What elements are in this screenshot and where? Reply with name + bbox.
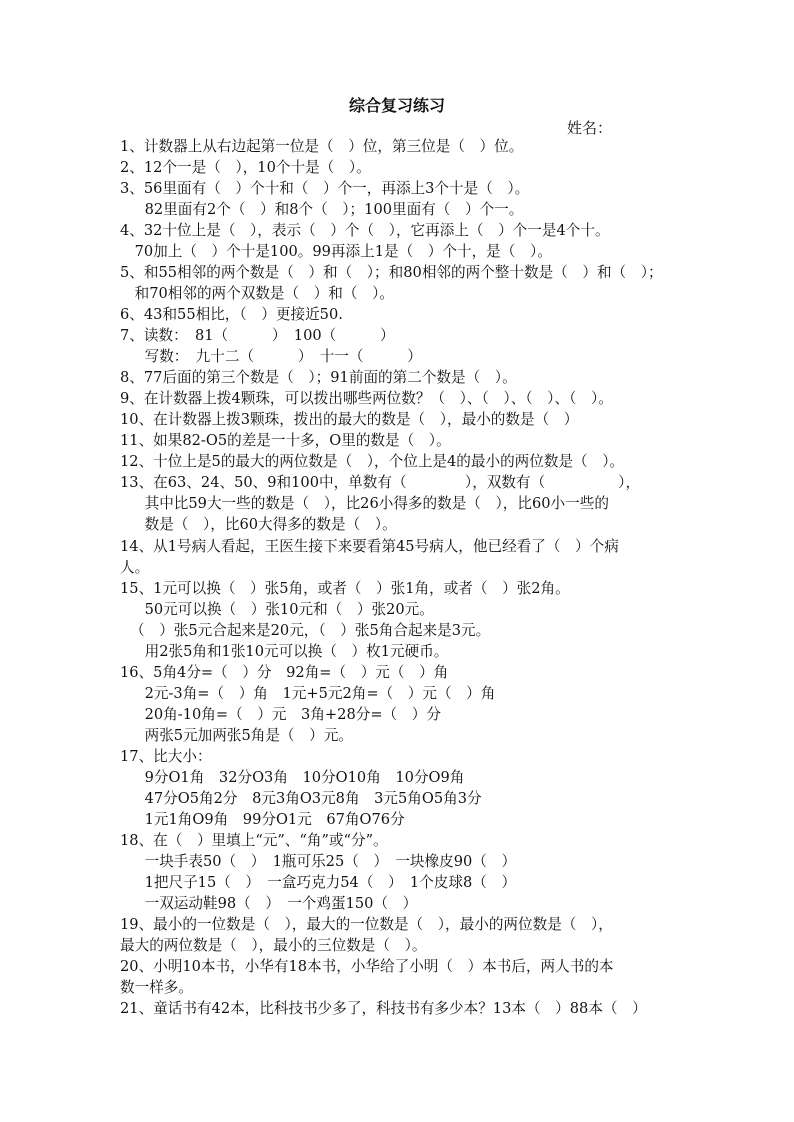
question-line: 一双运动鞋98（ ） 一个鸡蛋150（ ） <box>130 895 418 912</box>
question-line: 9、在计数器上拨4颗珠，可以拨出哪些两位数？（ ）、（ ）、（ ）、（ ）。 <box>120 390 613 407</box>
question-line: 14、从1号病人看起，王医生接下来要看第45号病人，他已经看了（ ）个病 <box>120 538 619 555</box>
question-line: 7、读数： 81（ ） 100（ ） <box>120 327 395 344</box>
question-line: 12、十位上是5的最大的两位数是（ ），个位上是4的最小的两位数是（ ）。 <box>120 453 625 470</box>
question-line: 和70相邻的两个双数是（ ）和（ ）。 <box>120 285 394 302</box>
question-line: 8、77后面的第三个数是（ ）；91前面的第二个数是（ ）。 <box>120 369 517 386</box>
question-line: 两张5元加两张5角是（ ）元。 <box>130 727 353 744</box>
question-line: 15、1元可以换（ ）张5角，或者（ ）张1角，或者（ ）张2角。 <box>120 580 570 597</box>
question-line: 17、比大小： <box>120 748 212 765</box>
question-line: 数是（ ），比60大得多的数是（ ）。 <box>130 516 397 533</box>
question-line: 16、5角4分=（ ）分 92角=（ ）元（ ）角 <box>120 664 449 681</box>
question-line: 70加上（ ）个十是100。99再添上1是（ ）个十，是（ ）。 <box>120 243 552 260</box>
question-line: （ ）张5元合起来是20元，（ ）张5角合起来是3元。 <box>130 622 491 639</box>
question-line: 11、如果82-O5的差是一十多，O里的数是（ ）。 <box>120 432 451 449</box>
question-line: 其中比59大一些的数是（ ），比26小得多的数是（ ），比60小一些的 <box>130 495 609 512</box>
question-line: 19、最小的一位数是（ ），最大的一位数是（ ），最小的两位数是（ ）， <box>120 916 613 933</box>
name-label: 姓名： <box>567 119 613 137</box>
question-line: 9分O1角 32分O3角 10分O10角 10分O9角 <box>130 769 465 786</box>
question-line: 47分O5角2分 8元3角O3元8角 3元5角O5角3分 <box>130 790 482 807</box>
question-line: 1把尺子15（ ） 一盒巧克力54（ ） 1个皮球8（ ） <box>130 874 517 891</box>
question-line: 数一样多。 <box>120 979 193 996</box>
question-line: 5、和55相邻的两个数是（ ）和（ ）；和80相邻的两个整十数是（ ）和（ ）； <box>120 264 663 281</box>
question-line: 最大的两位数是（ ），最小的三位数是（ ）。 <box>120 937 427 954</box>
question-line: 写数： 九十二（ ） 十一（ ） <box>130 348 422 365</box>
question-line: 21、童话书有42本，比科技书少多了，科技书有多少本？13本（ ）88本（ ） <box>120 1000 647 1017</box>
question-line: 1、计数器上从右边起第一位是（ ）位，第三位是（ ）位。 <box>120 138 524 155</box>
question-line: 20、小明10本书，小华有18本书，小华给了小明（ ）本书后，两人书的本 <box>120 958 614 975</box>
question-line: 人。 <box>120 559 150 576</box>
question-line: 50元可以换（ ）张10元和（ ）张20元。 <box>130 601 434 618</box>
question-line: 1元1角O9角 99分O1元 67角O76分 <box>130 811 405 828</box>
question-line: 10、在计数器上拨3颗珠，拨出的最大的数是（ ），最小的数是（ ） <box>120 411 579 428</box>
question-line: 2、12个一是（ ），10个十是（ ）。 <box>120 159 371 176</box>
question-line: 3、56里面有（ ）个十和（ ）个一，再添上3个十是（ ）。 <box>120 180 530 197</box>
question-line: 6、43和55相比，（ ）更接近50. <box>120 306 343 323</box>
question-line: 2元-3角=（ ）角 1元+5元2角=（ ）元（ ）角 <box>130 685 496 702</box>
page-title: 综合复习练习 <box>348 96 445 115</box>
question-line: 20角-10角=（ ）元 3角+28分=（ ）分 <box>130 706 441 723</box>
question-line: 4、32十位上是（ ），表示（ ）个（ ），它再添上（ ）个一是4个十。 <box>120 222 610 239</box>
question-line: 用2张5角和1张10元可以换（ ）枚1元硬币。 <box>130 643 449 660</box>
question-line: 13、在63、24、50、9和100中，单数有（ ），双数有（ ）， <box>120 474 641 491</box>
question-line: 18、在（ ）里填上“元”、“角”或“分”。 <box>120 832 388 849</box>
question-line: 一块手表50（ ） 1瓶可乐25（ ） 一块橡皮90（ ） <box>130 853 517 870</box>
question-line: 82里面有2个（ ）和8个（ ）；100里面有（ ）个一。 <box>130 201 524 218</box>
